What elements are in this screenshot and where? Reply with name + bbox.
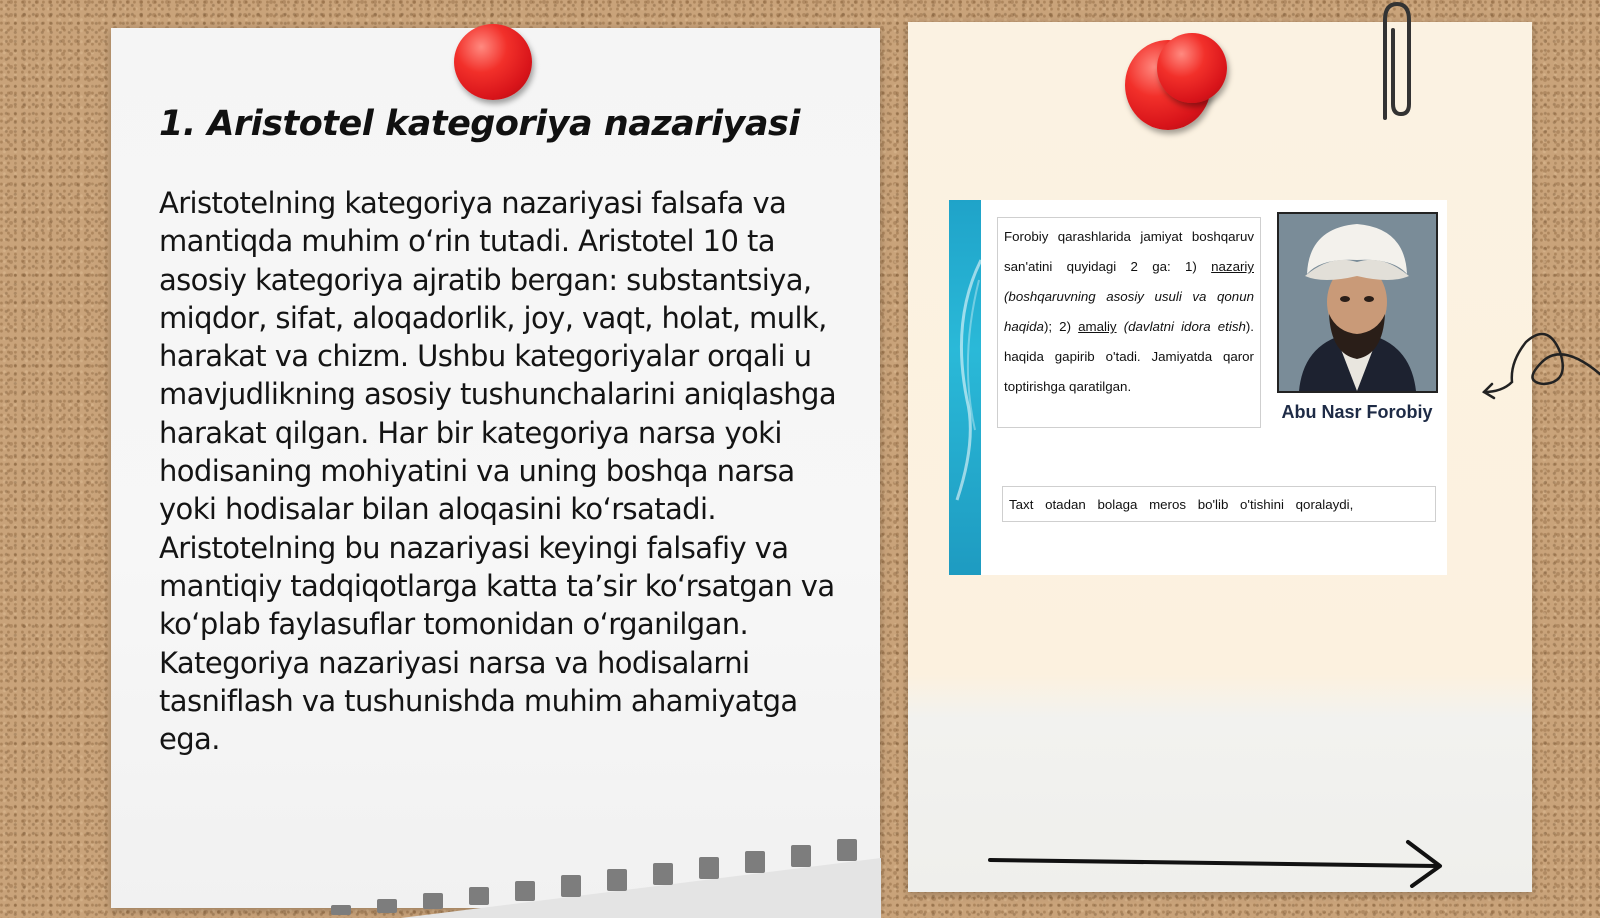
- portrait-caption: Abu Nasr Forobiy: [1281, 402, 1433, 422]
- slide-term-amaliy-desc: (davlatni idora etish: [1116, 319, 1246, 334]
- arrow-right-icon: [988, 838, 1448, 888]
- paper-clip-icon: [1375, 0, 1415, 125]
- torn-edge-decoration: [311, 818, 881, 918]
- slide-term-nazariy-desc: (boshqaruvning asosiy usuli va qonun haqida: [1004, 289, 1254, 334]
- slide-accent-bar: [949, 200, 981, 575]
- portrait-image: [1277, 212, 1438, 393]
- left-note-card: [111, 28, 880, 908]
- push-pin-icon: [454, 24, 532, 100]
- slide-text-mid: ); 2): [1043, 319, 1079, 334]
- slide-term-amaliy: amaliy: [1078, 319, 1117, 334]
- push-pin-icon: [1157, 33, 1227, 103]
- slide-text-end: ). haqida gapirib o'tadi. Jamiyatda qaror toptirishga qaratilgan.: [1004, 319, 1254, 394]
- slide-term-nazariy: nazariy: [1211, 259, 1254, 274]
- slide-text-intro: Forobiy qarashlarida jamiyat boshqaruv san'atini quyidagi 2 ga: 1): [1004, 229, 1254, 274]
- slide-text-box: [997, 217, 1261, 428]
- left-note-body: Aristotelning kategoriya nazariyasi falsafa va mantiqda muhim oʻrin tutadi. Aristotel 10 ta asosiy kategoriya ajratib bergan: substantsiya, miqdor, sifat, aloqadorlik, joy, vaqt, holat, mulk, harakat va chizm. Ushbu kategoriyalar orqali u mavjudlikning asosiy tushunchalarini aniqlashga harakat qilgan. Har bir kategoriya narsa yoki hodisaning mohiyatini va uning boshqa narsa yoki hodisalar bilan aloqasini koʻrsatadi. Aristotelning bu nazariyasi keyingi falsafiy va mantiqiy tadqiqotlarga katta taʼsir koʻrsatgan va koʻplab faylasuflar tomonidan oʻrganilgan. Kategoriya nazariyasi narsa va hodisalarni tasniflash va tushunishda muhim ahamiyatga ega.: [159, 186, 837, 757]
- slide-accent-swirl: [949, 200, 981, 575]
- squiggle-arrow-icon: [1482, 312, 1600, 408]
- left-note-title: 1. Aristotel kategoriya nazariyasi: [159, 104, 800, 144]
- embedded-slide: [949, 200, 1447, 575]
- slide-bottom-text: Taxt otadan bolaga meros bo'lib o'tishini qoralaydi,: [1002, 486, 1436, 522]
